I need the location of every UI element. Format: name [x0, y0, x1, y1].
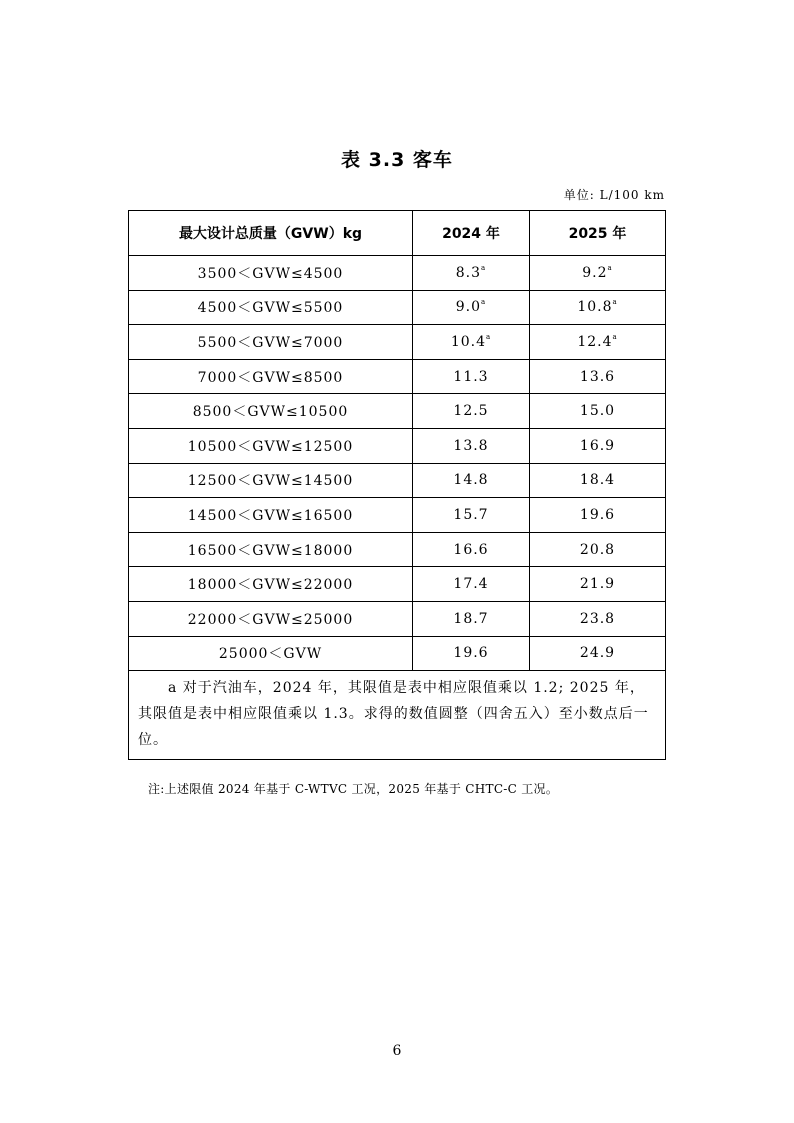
table-row — [129, 636, 666, 671]
footnote-mark: a — [485, 332, 492, 341]
table-row — [129, 532, 666, 567]
cell-2024 — [413, 290, 530, 325]
unit-label: 单位: L/100 km — [563, 188, 665, 202]
value-2025: 20.8 — [579, 541, 616, 558]
value-2025: 21.9 — [579, 576, 616, 593]
table-row — [129, 428, 666, 463]
cell-range: 8500＜GVW≤10500 — [129, 394, 413, 429]
cell-2024 — [413, 428, 530, 463]
value-2024: 9.0 — [455, 299, 482, 316]
value-2025: 24.9 — [579, 645, 616, 662]
table-note: 注:上述限值 2024 年基于 C-WTVC 工况，2025 年基于 CHTC-C 工况。 — [148, 782, 559, 796]
value-2024: 10.4 — [450, 333, 486, 350]
cell-2025 — [530, 290, 666, 325]
footnote-mark: a — [481, 263, 487, 272]
cell-range: 5500＜GVW≤7000 — [129, 325, 413, 360]
value-2024: 14.8 — [453, 472, 489, 489]
cell-range: 14500＜GVW≤16500 — [129, 498, 413, 533]
cell-range: 7000＜GVW≤8500 — [129, 359, 413, 394]
value-2024: 17.4 — [453, 576, 489, 593]
table-row — [129, 290, 666, 325]
cell-2025 — [530, 532, 666, 567]
cell-2024 — [413, 256, 530, 291]
cell-2025 — [530, 636, 666, 671]
cell-2024 — [413, 567, 530, 602]
cell-2024 — [413, 636, 530, 671]
value-2024: 8.3 — [455, 264, 482, 281]
value-2025: 13.6 — [579, 368, 616, 385]
cell-2024 — [413, 498, 530, 533]
cell-2025 — [530, 567, 666, 602]
cell-range: 4500＜GVW≤5500 — [129, 290, 413, 325]
page-number: 6 — [392, 1043, 402, 1059]
cell-range: 10500＜GVW≤12500 — [129, 428, 413, 463]
table-row — [129, 567, 666, 602]
cell-2024 — [413, 394, 530, 429]
header-2024: 2024 年 — [413, 211, 530, 256]
cell-range: 22000＜GVW≤25000 — [129, 601, 413, 636]
footnote-mark: a — [612, 298, 618, 307]
value-2024: 11.3 — [453, 368, 489, 385]
cell-range: 16500＜GVW≤18000 — [129, 532, 413, 567]
value-2024: 13.8 — [453, 437, 489, 454]
cell-2025 — [530, 394, 666, 429]
cell-2025 — [530, 256, 666, 291]
cell-2024 — [413, 325, 530, 360]
table-row — [129, 394, 666, 429]
cell-2024 — [413, 463, 530, 498]
table-body — [129, 256, 666, 760]
value-2025: 23.8 — [579, 610, 616, 627]
cell-2025 — [530, 359, 666, 394]
footnote-mark: a — [481, 298, 487, 307]
footnote-text: a 对于汽油车，2024 年，其限值是表中相应限值乘以 1.2; 2025 年，其限值是表中相应限值乘以 1.3。求得的数值圆整（四舍五入）至小数点后一位。 — [138, 680, 649, 749]
value-2025: 16.9 — [579, 437, 616, 454]
value-2025: 12.4 — [577, 333, 613, 350]
value-2025: 10.8 — [577, 299, 613, 316]
cell-range: 18000＜GVW≤22000 — [129, 567, 413, 602]
table-row — [129, 498, 666, 533]
cell-2025 — [530, 463, 666, 498]
table-row — [129, 256, 666, 291]
cell-2025 — [530, 428, 666, 463]
table-header-row — [129, 211, 666, 256]
value-2025: 18.4 — [579, 472, 616, 489]
cell-2024 — [413, 532, 530, 567]
cell-range: 12500＜GVW≤14500 — [129, 463, 413, 498]
footnote-mark: a — [612, 332, 618, 341]
header-mass: 最大设计总质量（GVW）kg — [129, 211, 413, 256]
cell-2024 — [413, 601, 530, 636]
table-title: 表 3.3 客车 — [341, 149, 453, 171]
table-row — [129, 601, 666, 636]
value-2024: 19.6 — [453, 645, 489, 662]
footnote-cell — [129, 671, 666, 760]
limits-table — [128, 210, 666, 760]
cell-2025 — [530, 601, 666, 636]
value-2025: 15.0 — [579, 403, 616, 420]
header-2025: 2025 年 — [530, 211, 666, 256]
table-row — [129, 463, 666, 498]
table-row — [129, 359, 666, 394]
cell-range: 3500＜GVW≤4500 — [129, 256, 413, 291]
cell-2025 — [530, 498, 666, 533]
value-2025: 19.6 — [579, 506, 616, 523]
footnote-mark: a — [607, 263, 613, 272]
cell-range: 25000＜GVW — [129, 636, 413, 671]
cell-2025 — [530, 325, 666, 360]
value-2024: 12.5 — [453, 403, 489, 420]
value-2025: 9.2 — [582, 264, 608, 281]
value-2024: 16.6 — [453, 541, 489, 558]
value-2024: 18.7 — [453, 610, 489, 627]
table-row — [129, 325, 666, 360]
footnote-row — [129, 671, 666, 760]
cell-2024 — [413, 359, 530, 394]
value-2024: 15.7 — [453, 506, 489, 523]
